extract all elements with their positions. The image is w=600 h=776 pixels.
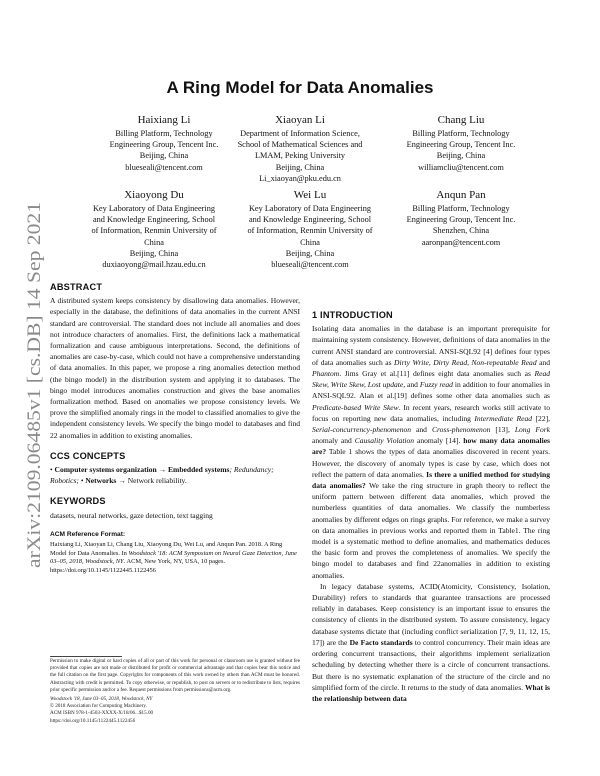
author-email: aaronpan@tencent.com bbox=[421, 237, 501, 247]
arxiv-id-text: arXiv:2109.06485v1 [cs.DB] 14 Sep 2021 bbox=[25, 254, 45, 568]
author-affiliation: China bbox=[144, 237, 164, 247]
author-affiliation: Engineering Group, Tencent Inc. bbox=[406, 215, 516, 225]
author-email: blueseali@tencent.com bbox=[271, 260, 349, 270]
keywords-heading: KEYWORDS bbox=[50, 496, 106, 507]
author-location: Beijing, China bbox=[139, 151, 189, 161]
author-location: Beijing, China bbox=[436, 151, 486, 161]
ccs-term: ; Redundancy; Robotics; bbox=[50, 465, 274, 486]
author-affiliation: Key Laboratory of Data Engineering bbox=[248, 204, 372, 213]
acm-ref-part: Haixiang Li, Xiaoyan Li, Chang Liu, Xiaoyong Du, Wei Lu, and Anqun Pan. 2018. A Ring Model for Data Anomalies. In bbox=[50, 541, 283, 557]
author-location: Beijing, China bbox=[285, 248, 335, 258]
acm-ref-venue: Woodstock '18: ACM Symposium on Neural Gaze Detection, June 03–05, 2018, Woodstock, NY bbox=[50, 549, 297, 566]
author-location: Beijing, China bbox=[129, 248, 179, 258]
footnote-divider bbox=[50, 656, 122, 657]
author-name: Xiaoyong Du bbox=[124, 189, 184, 201]
acm-reference bbox=[50, 529, 300, 576]
acm-reference-heading: ACM Reference Format: bbox=[50, 530, 126, 538]
abstract-text: A distributed system keeps consistency by disallowing data anomalies. However, especially in the database, the definitions of data anomalies in the current ANSI standard are controversial. The standard does not include all anomalies and does not introduce characters of anomalies. First, the definitions lack a mathematical formalization and cause ambiguous interpretations. Second, the definitions of anomalies are case-by-case, which could not have a comprehensive understanding of data anomalies. In this paper, we propose a ring anomalies detection method (the bingo model) in the distribution system and applying it to databases. The bingo model introduces anomalies construction and gives the base anomalies formalization method. Based on anomalies we propose consistency levels. We prove the simplified anomaly rings in the model to classified anomalies to give the independent consistency levels. We specify the bingo model to databases and find 22 anomalies in addition to existing anomalies. bbox=[50, 296, 300, 440]
intro-heading: 1 INTRODUCTION bbox=[312, 310, 393, 320]
ccs-concepts: • Computer systems organization → Embedded systems; Redundancy; Robotics; • Networks → Network reliability. bbox=[50, 465, 274, 486]
author-affiliation: of Information, Renmin University of bbox=[91, 226, 217, 236]
author-affiliation: and Knowledge Engineering, School bbox=[92, 215, 216, 225]
permission-isbn: ACM ISBN 978-1-4503-XXXX-X/18/06...$15.00 bbox=[50, 710, 154, 717]
permission-venue: Woodstock '18, June 03–05, 2018, Woodstock, NY bbox=[50, 696, 153, 703]
ccs-term: Networks bbox=[85, 476, 117, 486]
left-column bbox=[50, 282, 300, 575]
permission-notice bbox=[50, 658, 300, 725]
ccs-arrow: → bbox=[156, 465, 169, 475]
acm-reference-text bbox=[50, 541, 300, 575]
author-name: Wei Lu bbox=[293, 189, 327, 201]
paper-title: A Ring Model for Data Anomalies bbox=[166, 78, 434, 97]
author-location: Beijing, China bbox=[275, 162, 325, 172]
author-affiliation: Key Laboratory of Data Engineering bbox=[92, 204, 216, 213]
permission-text: Permission to make digital or hard copies of all or part of this work for personal or classroom use is granted without fee provided that copies are not made or distributed for profit or commercial advantage and that copies bear this notice and the full citation on the first page. Copyrights for components of this work owned by others than ACM must be honored. Abstracting with credit is permitted. To copy otherwise, or republish, to post on servers or to redistribute to lists, requires prior specific permission and/or a fee. Request permissions from permissions@acm.org. bbox=[50, 658, 300, 693]
ccs-term: → Network reliability. bbox=[116, 476, 187, 486]
author-affiliation: LMAM, Peking University bbox=[254, 151, 346, 161]
abstract-heading: ABSTRACT bbox=[50, 282, 103, 292]
author-affiliation: School of Mathematical Sciences and bbox=[237, 140, 363, 150]
author-affiliation: of Information, Renmin University of bbox=[247, 226, 373, 236]
author-block bbox=[371, 188, 551, 248]
author-affiliation: Billing Platform, Technology bbox=[115, 129, 213, 138]
author-affiliation: China bbox=[300, 237, 320, 247]
author-email: williamcliu@tencent.com bbox=[418, 162, 504, 172]
ccs-term: Embedded systems bbox=[168, 465, 230, 475]
author-name: Xiaoyan Li bbox=[275, 114, 325, 126]
author-affiliation: Billing Platform, Technology bbox=[412, 129, 510, 138]
right-column bbox=[312, 310, 550, 704]
ccs-term: Computer systems organization bbox=[54, 465, 157, 475]
arxiv-identifier bbox=[10, 200, 54, 570]
author-name: Haixiang Li bbox=[137, 114, 191, 126]
author-email: duxiaoyong@mail.hzau.edu.cn bbox=[102, 260, 206, 270]
author-location: Shenzhen, China bbox=[432, 226, 490, 236]
author-affiliation: Engineering Group, Tencent Inc. bbox=[406, 140, 516, 150]
intro-paragraph-2: In legacy database systems, ACID(Atomicity, Consistency, Isolation, Durability) refers to standards that guarantee transactions are processed reliably in databases. Keep consistency is an important issue to ensures the consistency of clients in the distributed system. To assure consistency, legacy database systems dictate that (including conflict serialization [7, 9, 11, 12, 15, 17]) are the De Facto standards to control concurrency. Their main ideas are ordering concurrent transactions, their algorithms implement serialization scheduling by detecting whether there is a circle of concurrent transactions. But there is no systematic explanation of the structure of the circle and no simplified form of the circle. It returns to the study of data anomalies. What is the relationship between data bbox=[312, 581, 550, 703]
acm-ref-part: . ACM, New York, NY, USA, 10 pages. https://doi.org/10.1145/1122445.1122456 bbox=[50, 558, 226, 574]
author-email: blueseali@tencent.com bbox=[125, 162, 203, 172]
author-affiliation: Billing Platform, Technology bbox=[412, 204, 510, 213]
intro-paragraph-1: Isolating data anomalies in the database is an important prerequisite for maintaining system consistency. However, definitions of data anomalies in the current ANSI standard are controversial. ANSI-SQL92 [4] defines four types of data anomalies such as Dirty Write, Dirty Read, Non-repeatable Read and Phantom. Jims Gray et al.[11] defines eight data anomalies such as Read Skew, Write Skew, Lost update, and Fuzzy read in addition to four anomalies in ANSI-SQL92. Alan et al.[19] defines some other data anomalies such as Predicate-based Write Skew. In recent years, research works still activate to focus on reporting new data anomalies, including Intermediate Read [22], Serial-concurrency-phenomenon and Cross-phenomenon [13], Long Fork anomaly and Causality Violation anomaly [14]. how many data anomalies are? Table 1 shows the types of data anomalies discovered in recent years. However, the discovery of anomaly types is case by case, which does not reflect the pattern of data anomalies. Is there a unified method for studying data anomalies? We take the ring structure in graph theory to reflect the uniform pattern between different data anomalies, which proved the numberless quantities of data anomalies. We classify the numberless anomalies by different edges on rings graphs. For reference, we make a survey on data anomalies in previous works and reported them in Table1. The ring model is a systematic method to define anomalies, and mathematics deduces the basic form and proves the completeness of anomalies. We specify the bingo model to databases and find 22anomalies in addition to existing anomalies. bbox=[312, 324, 551, 580]
author-affiliation: Department of Information Science, bbox=[240, 129, 360, 138]
permission-doi: https://doi.org/10.1145/1122445.1122456 bbox=[50, 717, 136, 724]
author-name: Chang Liu bbox=[437, 114, 485, 126]
author-name: Anqun Pan bbox=[436, 189, 486, 201]
keywords-text: datasets, neural networks, gaze detection, text tagging bbox=[50, 510, 213, 520]
ccs-heading: CCS CONCEPTS bbox=[50, 450, 126, 461]
permission-copyright: © 2018 Association for Computing Machinery. bbox=[50, 703, 147, 710]
author-email: Li_xiaoyan@pku.edu.cn bbox=[259, 173, 341, 183]
author-block bbox=[371, 113, 551, 173]
author-affiliation: Engineering Group, Tencent Inc. bbox=[109, 140, 219, 150]
author-affiliation: and Knowledge Engineering, School bbox=[248, 215, 372, 225]
author-block bbox=[210, 113, 390, 184]
